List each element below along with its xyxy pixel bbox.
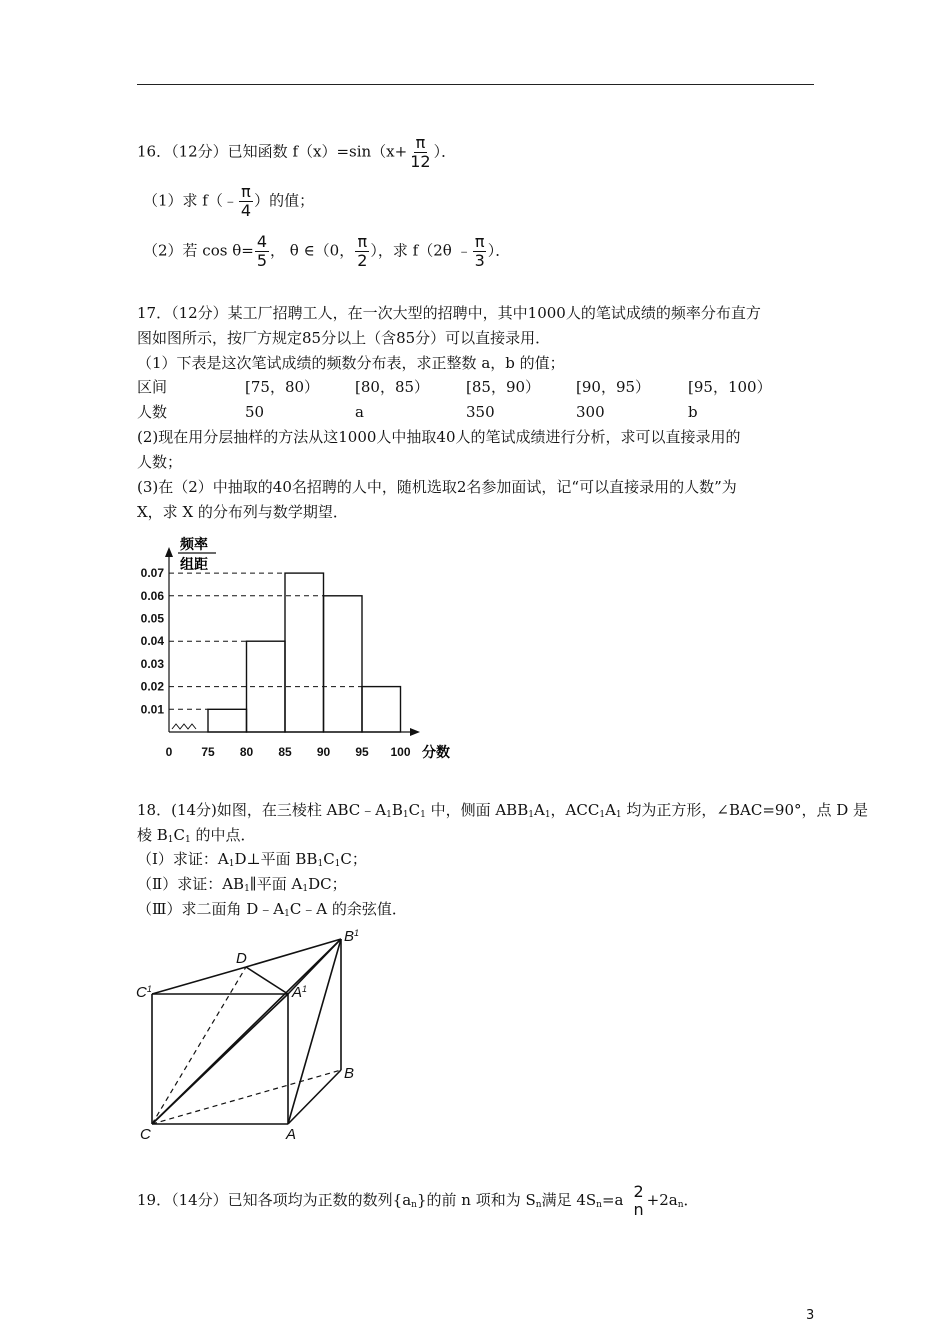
frac-num: 2 (633, 1182, 644, 1201)
frac-num: 4 (256, 232, 267, 251)
label-C1: $C^1$ (136, 984, 152, 1001)
q18-text: （Ⅰ）求证：A (137, 850, 229, 868)
y-axis-label-bottom: 组距 (180, 556, 208, 572)
frac-num: π (415, 133, 426, 152)
q19-text: 满足 4S (541, 1191, 597, 1209)
q16-p2-mid2: ），求 f（2θ ﹣ (370, 241, 472, 260)
y-tick-labels (141, 566, 165, 716)
q16-part2 (143, 233, 510, 270)
y-tick-label: 0.02 (140, 679, 164, 694)
q18-text: （Ⅱ）求证：AB (137, 875, 245, 893)
subscript: n (596, 1200, 602, 1210)
x-tick-label: 95 (355, 745, 369, 759)
label-C: C (140, 1126, 151, 1143)
q18-line1 (137, 800, 868, 825)
q18-part3 (137, 899, 407, 924)
subscript: 1 (302, 884, 309, 894)
fraction-pi-2 (355, 233, 369, 270)
table-count: a (355, 403, 364, 421)
histogram-bar (208, 709, 247, 732)
histogram (130, 535, 460, 765)
x-tick-label: 0 (165, 745, 173, 759)
subscript: n (677, 1200, 684, 1210)
q18-text: C (408, 801, 421, 819)
q18-line2 (137, 825, 256, 850)
table-row1-label: 区间 (137, 378, 168, 396)
q18-part2 (137, 874, 347, 899)
page-number: 3 (806, 1308, 815, 1323)
table-count: 300 (576, 403, 605, 421)
frac-num: π (357, 232, 368, 251)
x-tick-label: 80 (239, 745, 254, 759)
subscript: 1 (185, 835, 191, 845)
q19-text: =a (601, 1191, 624, 1209)
frac-den: n (633, 1200, 644, 1219)
q18-text: ∥平面 A (249, 875, 303, 893)
frac-num: π (474, 232, 485, 251)
y-tick-label: 0.03 (140, 656, 164, 671)
table-interval: [75，80） (245, 378, 320, 396)
x-tick-label: 75 (201, 745, 215, 759)
subscript: n (535, 1200, 542, 1210)
label-B1: $B^1$ (344, 928, 360, 945)
q17-line2: 图如图所示，按厂方规定85分以上（含85分）可以直接录用． (137, 329, 551, 347)
table-interval: [85，90） (466, 378, 541, 396)
subscript: 1 (334, 859, 341, 869)
fraction-4-5 (255, 233, 269, 270)
q18-text: D⊥平面 BB (234, 850, 318, 868)
table-interval: [90，95） (576, 378, 651, 396)
frac-den: 5 (256, 251, 267, 270)
label-A: A (286, 1126, 297, 1143)
histogram-bar (362, 687, 401, 732)
q18-text: A (605, 801, 616, 819)
frac-den: 12 (410, 152, 431, 171)
q18-text: ，ACC (550, 801, 600, 819)
x-tick-label: 100 (390, 745, 411, 759)
q19-stem (137, 1183, 699, 1219)
q18-text: 均为正方形，∠BAC=90°，点 D 是 (621, 801, 869, 819)
q19-text: +2a (646, 1191, 678, 1209)
q18-text: 中，侧面 ABB (425, 801, 529, 819)
q17-line1: 17．（12分）某工厂招聘工人，在一次大型的招聘中，其中1000人的笔试成绩的频率分布直方 (137, 304, 761, 322)
q17-line7: X，求 X 的分布列与数学期望． (137, 503, 348, 521)
edge-D-A1 (246, 967, 288, 994)
histogram-bar (324, 596, 363, 732)
q19-text: 19．（14分）已知各项均为正数的数列{a (137, 1191, 412, 1209)
frac-num: π (241, 182, 251, 201)
fraction-pi-3 (473, 233, 487, 270)
q17-line3: （1）下表是这次笔试成绩的频数分布表，求正整数 a，b 的值； (137, 354, 565, 372)
frac-den: 4 (240, 201, 252, 220)
table-interval: [95，100） (688, 378, 772, 396)
table-count: b (688, 403, 698, 421)
subscript: 1 (167, 835, 174, 845)
q18-text: DC； (308, 875, 347, 893)
q18-text: 18．(14分)如图，在三棱柱 ABC﹣A (137, 801, 387, 819)
q16-p2-mid: ， θ ∈（0， (270, 241, 355, 260)
bars (208, 573, 401, 732)
q16-stem-end: ）． (433, 142, 457, 161)
fraction-2-n (631, 1183, 645, 1219)
q18-text: 棱 B (137, 826, 168, 844)
subscript: 1 (284, 909, 290, 919)
prism-figure (130, 925, 370, 1145)
q18-text: C； (340, 850, 367, 868)
q16-stem-text: 16．（12分）已知函数 f（x）=sin（x+ (137, 142, 408, 161)
fraction-pi-4 (239, 183, 253, 220)
q18-text: C (323, 850, 335, 868)
x-axis-label: 分数 (422, 744, 450, 760)
q18-text: （Ⅲ）求二面角 D﹣A (137, 900, 285, 918)
q17-line6: (3)在（2）中抽取的40名招聘的人中，随机选取2名参加面试，记“可以直接录用的人数”为 (137, 478, 737, 496)
frac-den: 2 (357, 251, 368, 270)
histogram-bar (285, 573, 324, 732)
subscript: 1 (402, 810, 409, 820)
y-tick-label: 0.07 (140, 566, 164, 581)
q16-p2-end: ）． (487, 241, 511, 260)
q18-text: A (533, 801, 545, 819)
subscript: 1 (386, 810, 392, 820)
q16-p1-text: （1）求 f（﹣ (143, 191, 238, 210)
q19-text: }的前 n 项和为 S (416, 1191, 536, 1209)
y-tick-label: 0.05 (140, 611, 164, 626)
x-tick-label: 90 (316, 745, 331, 759)
table-row2-label: 人数 (137, 403, 168, 421)
subscript: 1 (228, 859, 235, 869)
x-tick-label: 85 (278, 745, 292, 759)
q18-text: 的中点． (190, 826, 256, 844)
q18-text: B (391, 801, 403, 819)
y-tick-label: 0.06 (140, 588, 164, 603)
table-count: 50 (245, 403, 265, 421)
q18-text: C﹣A 的余弦值． (289, 900, 407, 918)
table-count: 350 (466, 403, 495, 421)
subscript: 1 (544, 810, 551, 820)
subscript: 1 (528, 810, 534, 820)
subscript: 1 (615, 810, 622, 820)
y-tick-label: 0.01 (140, 702, 164, 717)
q18-text: C (173, 826, 186, 844)
q16-part1 (143, 183, 314, 220)
frac-den: 3 (474, 251, 485, 270)
subscript: 1 (420, 810, 426, 820)
y-axis-arrow-icon (165, 547, 173, 557)
axis-break-icon (172, 724, 196, 729)
x-axis-arrow-icon (410, 728, 420, 736)
subscript: 1 (599, 810, 606, 820)
q18-part1 (137, 849, 367, 874)
q16-stem (137, 134, 456, 171)
x-tick-labels (166, 745, 411, 759)
q17-line4: (2)现在用分层抽样的方法从这1000人中抽取40人的笔试成绩进行分析，求可以直接录用的 (137, 428, 741, 446)
y-axis-label-top: 频率 (180, 536, 208, 552)
y-tick-label: 0.04 (140, 634, 164, 649)
subscript: 1 (317, 859, 324, 869)
subscript: 1 (244, 884, 250, 894)
label-D: D (236, 950, 247, 967)
fraction-pi-12 (408, 134, 432, 171)
label-B: B (344, 1065, 355, 1082)
subscript: n (411, 1200, 417, 1210)
q16-p2-text: （2）若 cos θ= (143, 241, 254, 260)
q19-text: ． (683, 1191, 699, 1209)
q17-line5: 人数； (137, 453, 183, 471)
q16-p1-end: ）的值； (254, 191, 315, 210)
header-rule (137, 84, 814, 85)
table-interval: [80，85） (355, 378, 430, 396)
label-A1: $A^1$ (292, 984, 308, 1001)
